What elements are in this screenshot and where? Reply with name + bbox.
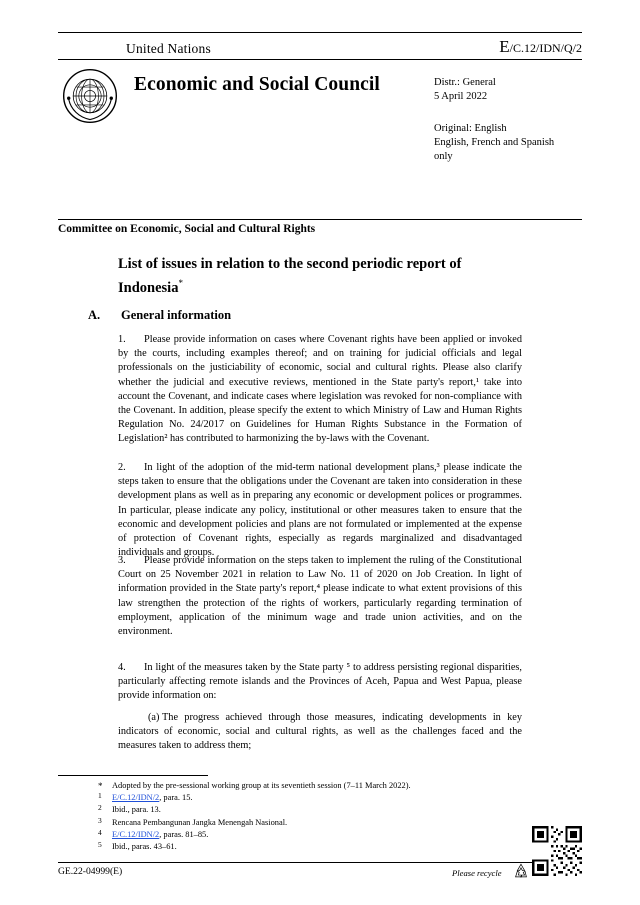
document-symbol-prefix: E (499, 37, 510, 56)
footnote-4-text: , paras. 81–85. (159, 829, 209, 839)
paragraph-4 (118, 661, 522, 704)
recycle-label: Please recycle (452, 868, 502, 878)
page-title-text: List of issues in relation to the second periodic report of Indonesia (118, 256, 462, 296)
paragraph-4-number: 4. (118, 662, 126, 673)
committee-rule (58, 219, 582, 220)
original-language-block (434, 122, 554, 164)
footnote-1-text: , para. 15. (159, 793, 193, 803)
masthead-body (58, 60, 582, 192)
section-letter: A. (88, 308, 101, 322)
footnote-5-text: Ibid., paras. 43–61. (112, 842, 177, 852)
page-title (118, 255, 518, 298)
qr-code-icon (532, 826, 582, 876)
footnote-separator (58, 775, 208, 776)
masthead (58, 32, 582, 192)
paragraph-2 (118, 461, 522, 560)
footnote-3-text: Rencana Pembangunan Jangka Menengah Nasional. (112, 817, 288, 827)
distribution-block (434, 76, 496, 104)
footer-rule (58, 862, 582, 863)
sub-paragraph-a-label: (a) (148, 712, 160, 723)
footnote-3-marker: 3 (98, 815, 102, 825)
paragraph-2-number: 2. (118, 462, 126, 473)
footnote-5 (98, 841, 528, 853)
sub-paragraph-a-text: The progress achieved through those measures, indicating developments in key indicators of economic, social and cultural rights, as well as the challenges faced and the measures taken to address them; (118, 712, 522, 752)
paragraph-1 (118, 333, 522, 447)
languages-list: English, French and Spanish (434, 137, 555, 148)
paragraph-1-text: Please provide information on cases where Covenant rights have been applied or invoked by the courts, including examples thereof; and on training for judicial officials and legal professionals on the justiciability of economic, social and cultural rights. Please also clarify whether the judicial and executive reviews, mentioned in the State party's report,¹ take into account the Covenant, and indicate cases where legislation was revoked for non-compliance with the Covenant. In addition, please specify the extent to which Ministry of Law and Human Rights Regulation No. 24/2017 on Guidelines for Human Rights Substance in the Formation of Legislation² has contributed to harmonizing the by-laws with the Covenant. (118, 334, 522, 445)
sub-paragraph-a (118, 711, 522, 754)
un-emblem-icon (62, 68, 118, 124)
distribution-label: Distr.: General (434, 77, 496, 88)
footnote-2-text: Ibid., para. 13. (112, 805, 161, 815)
title-footnote-marker: * (178, 278, 183, 288)
footnote-5-marker: 5 (98, 840, 102, 850)
footnote-star-marker: * (98, 781, 103, 791)
committee-name: Committee on Economic, Social and Cultural Rights (58, 223, 316, 235)
footnote-1-link[interactable]: E/C.12/IDN/2 (112, 793, 160, 803)
paragraph-4-text: In light of the measures taken by the State party ⁵ to address persisting regional disparities, particularly affecting remote islands and the Provinces of Aceh, Papua and West Papua, please provide information on: (118, 662, 522, 702)
job-number: GE.22-04999(E) (58, 866, 123, 877)
paragraph-3-number: 3. (118, 555, 126, 566)
paragraph-3-text: Please provide information on the steps taken to implement the ruling of the Constitutional Court on 25 November 2021 in relation to Law No. 11 of 2020 on Job Creation. In light of information provided in the State party's report,⁴ please indicate to what extent provisions of this law strengthen the protection of the rights of workers, particularly regarding termination of employment, application of the minimum wage and trade union activities, and on the environment. (118, 555, 522, 638)
council-title: Economic and Social Council (134, 74, 380, 95)
footnotes (98, 780, 528, 853)
footnote-4-marker: 4 (98, 827, 102, 837)
organization-name: United Nations (126, 41, 211, 56)
recycle-icon (512, 862, 530, 880)
original-language: Original: English (434, 123, 507, 134)
footnote-star (98, 780, 528, 792)
footnote-2 (98, 804, 528, 816)
footnote-1 (98, 792, 528, 804)
footnote-1-marker: 1 (98, 791, 102, 801)
footnote-3 (98, 817, 528, 829)
document-symbol (499, 37, 582, 57)
document-symbol-suffix: /C.12/IDN/Q/2 (509, 41, 582, 55)
section-heading (88, 308, 231, 323)
footnote-4 (98, 829, 528, 841)
paragraph-1-number: 1. (118, 334, 126, 345)
footnote-2-marker: 2 (98, 803, 102, 813)
paragraph-3 (118, 554, 522, 639)
distribution-date: 5 April 2022 (434, 91, 488, 102)
section-title: General information (121, 308, 232, 322)
masthead-identity-row (58, 33, 582, 57)
footnote-4-link[interactable]: E/C.12/IDN/2 (112, 829, 160, 839)
footnote-star-text: Adopted by the pre-sessional working group at its seventieth session (7–11 March 2022). (112, 781, 411, 790)
paragraph-2-text: In light of the adoption of the mid-term national development plans,³ please indicate the steps taken to ensure that the obligations under the Covenant are taken into consideration in these development plans as well as in preparing any economic or development polices or programmes. In particular, please indicate any policy, institutional or other measures taken to ensure that the economic and development policies and plans are not formulated or implemented at the expense of protection of Covenant rights, especially as regards marginalized and disadvantaged individuals and groups. (118, 462, 522, 559)
languages-only: only (434, 151, 453, 162)
